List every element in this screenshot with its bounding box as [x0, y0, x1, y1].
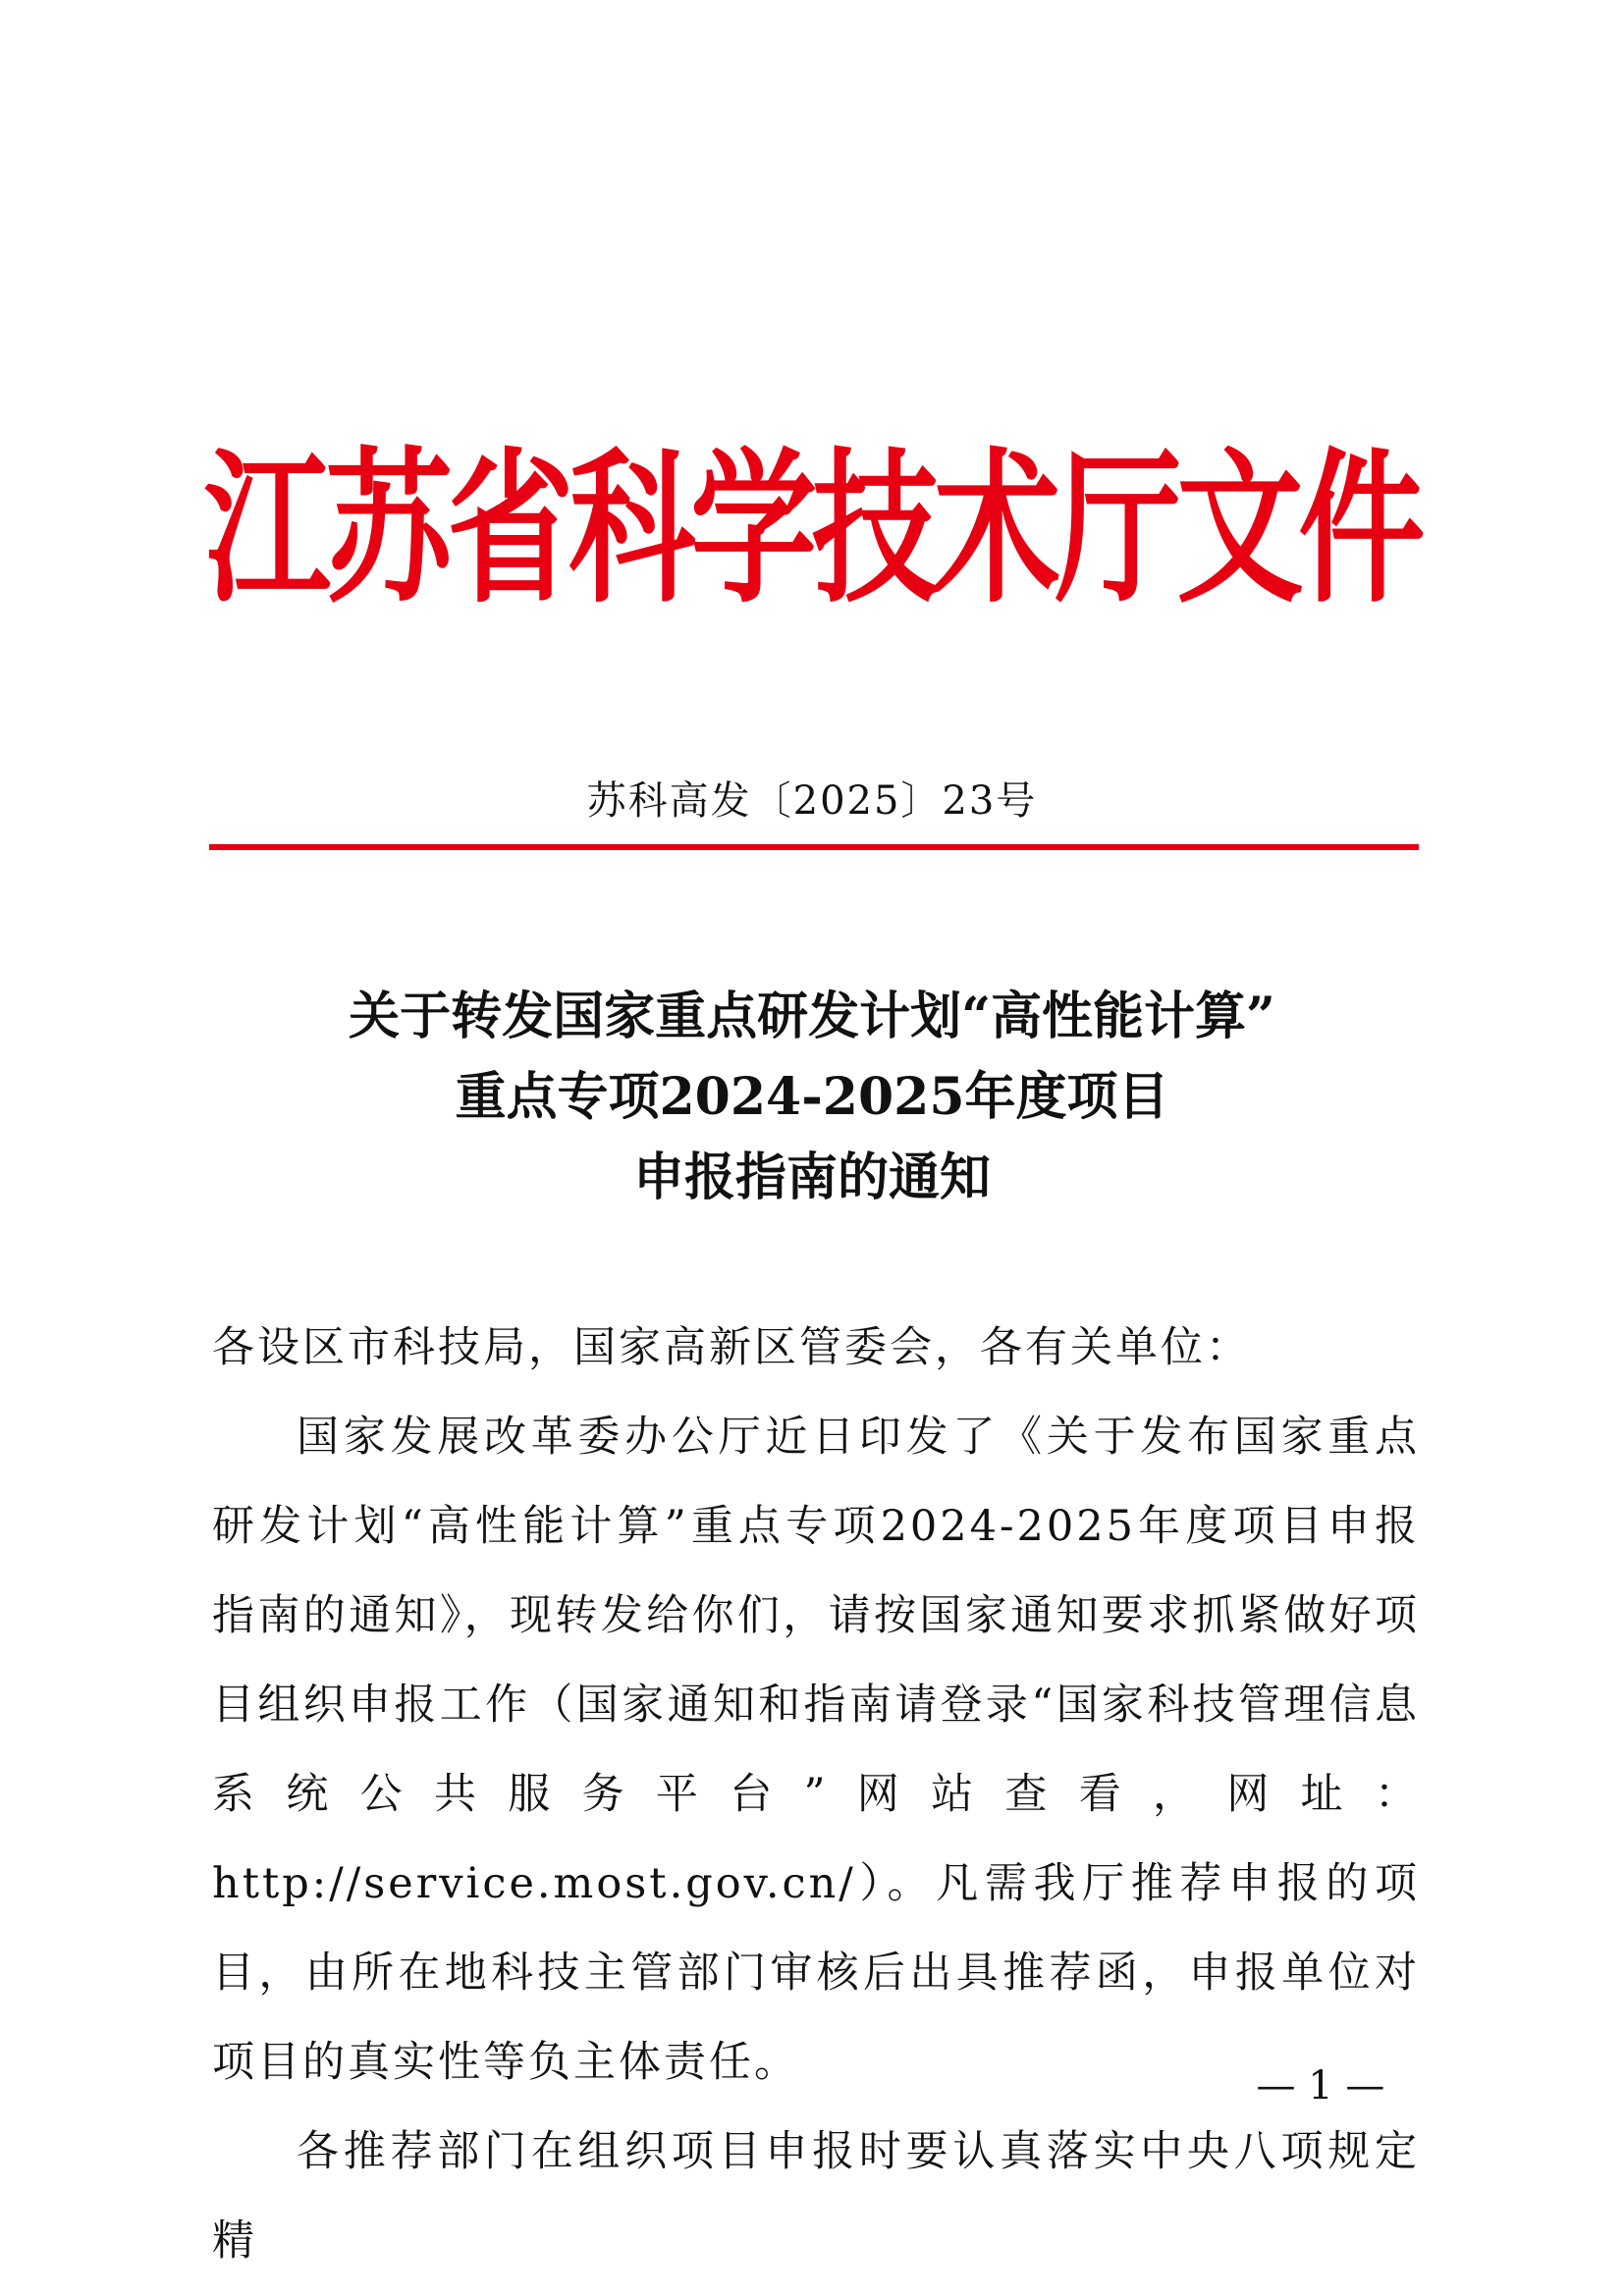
title-line-3: 申报指南的通知	[632, 1148, 991, 1207]
red-divider-line	[209, 844, 1419, 850]
title-line-1: 关于转发国家重点研发计划“高性能计算”	[349, 987, 1275, 1046]
body-paragraph-1: 国家发展改革委办公厅近日印发了《关于发布国家重点研发计划“高性能计算”重点专项2024-2025年度项目申报指南的通知》，现转发给你们，请按国家通知要求抓紧做好项目组织申报工作（国家通知和指南请登录“国家科技管理信息系统公共服务平台”网站查看，网址：http://service.most.gov.cn/）。凡需我厅推荐申报的项目，由所在地科技主管部门审核后出具推荐函，申报单位对项目的真实性等负主体责任。	[212, 1413, 1420, 2087]
masthead-title: 江苏省科学技术厅文件	[203, 434, 1421, 626]
title-line-2: 重点专项2024-2025年度项目	[455, 1067, 1169, 1127]
notice-body	[212, 1304, 1420, 2286]
notice-title	[0, 977, 1624, 1218]
document-number: 苏科高发〔2025〕23号	[586, 778, 1038, 824]
body-paragraph-2: 各推荐部门在组织项目申报时要认真落实中央八项规定精	[212, 2127, 1420, 2266]
salutation: 各设区市科技局，国家高新区管委会，各有关单位：	[212, 1323, 1251, 1372]
page-number: — 1 —	[1256, 2063, 1385, 2109]
